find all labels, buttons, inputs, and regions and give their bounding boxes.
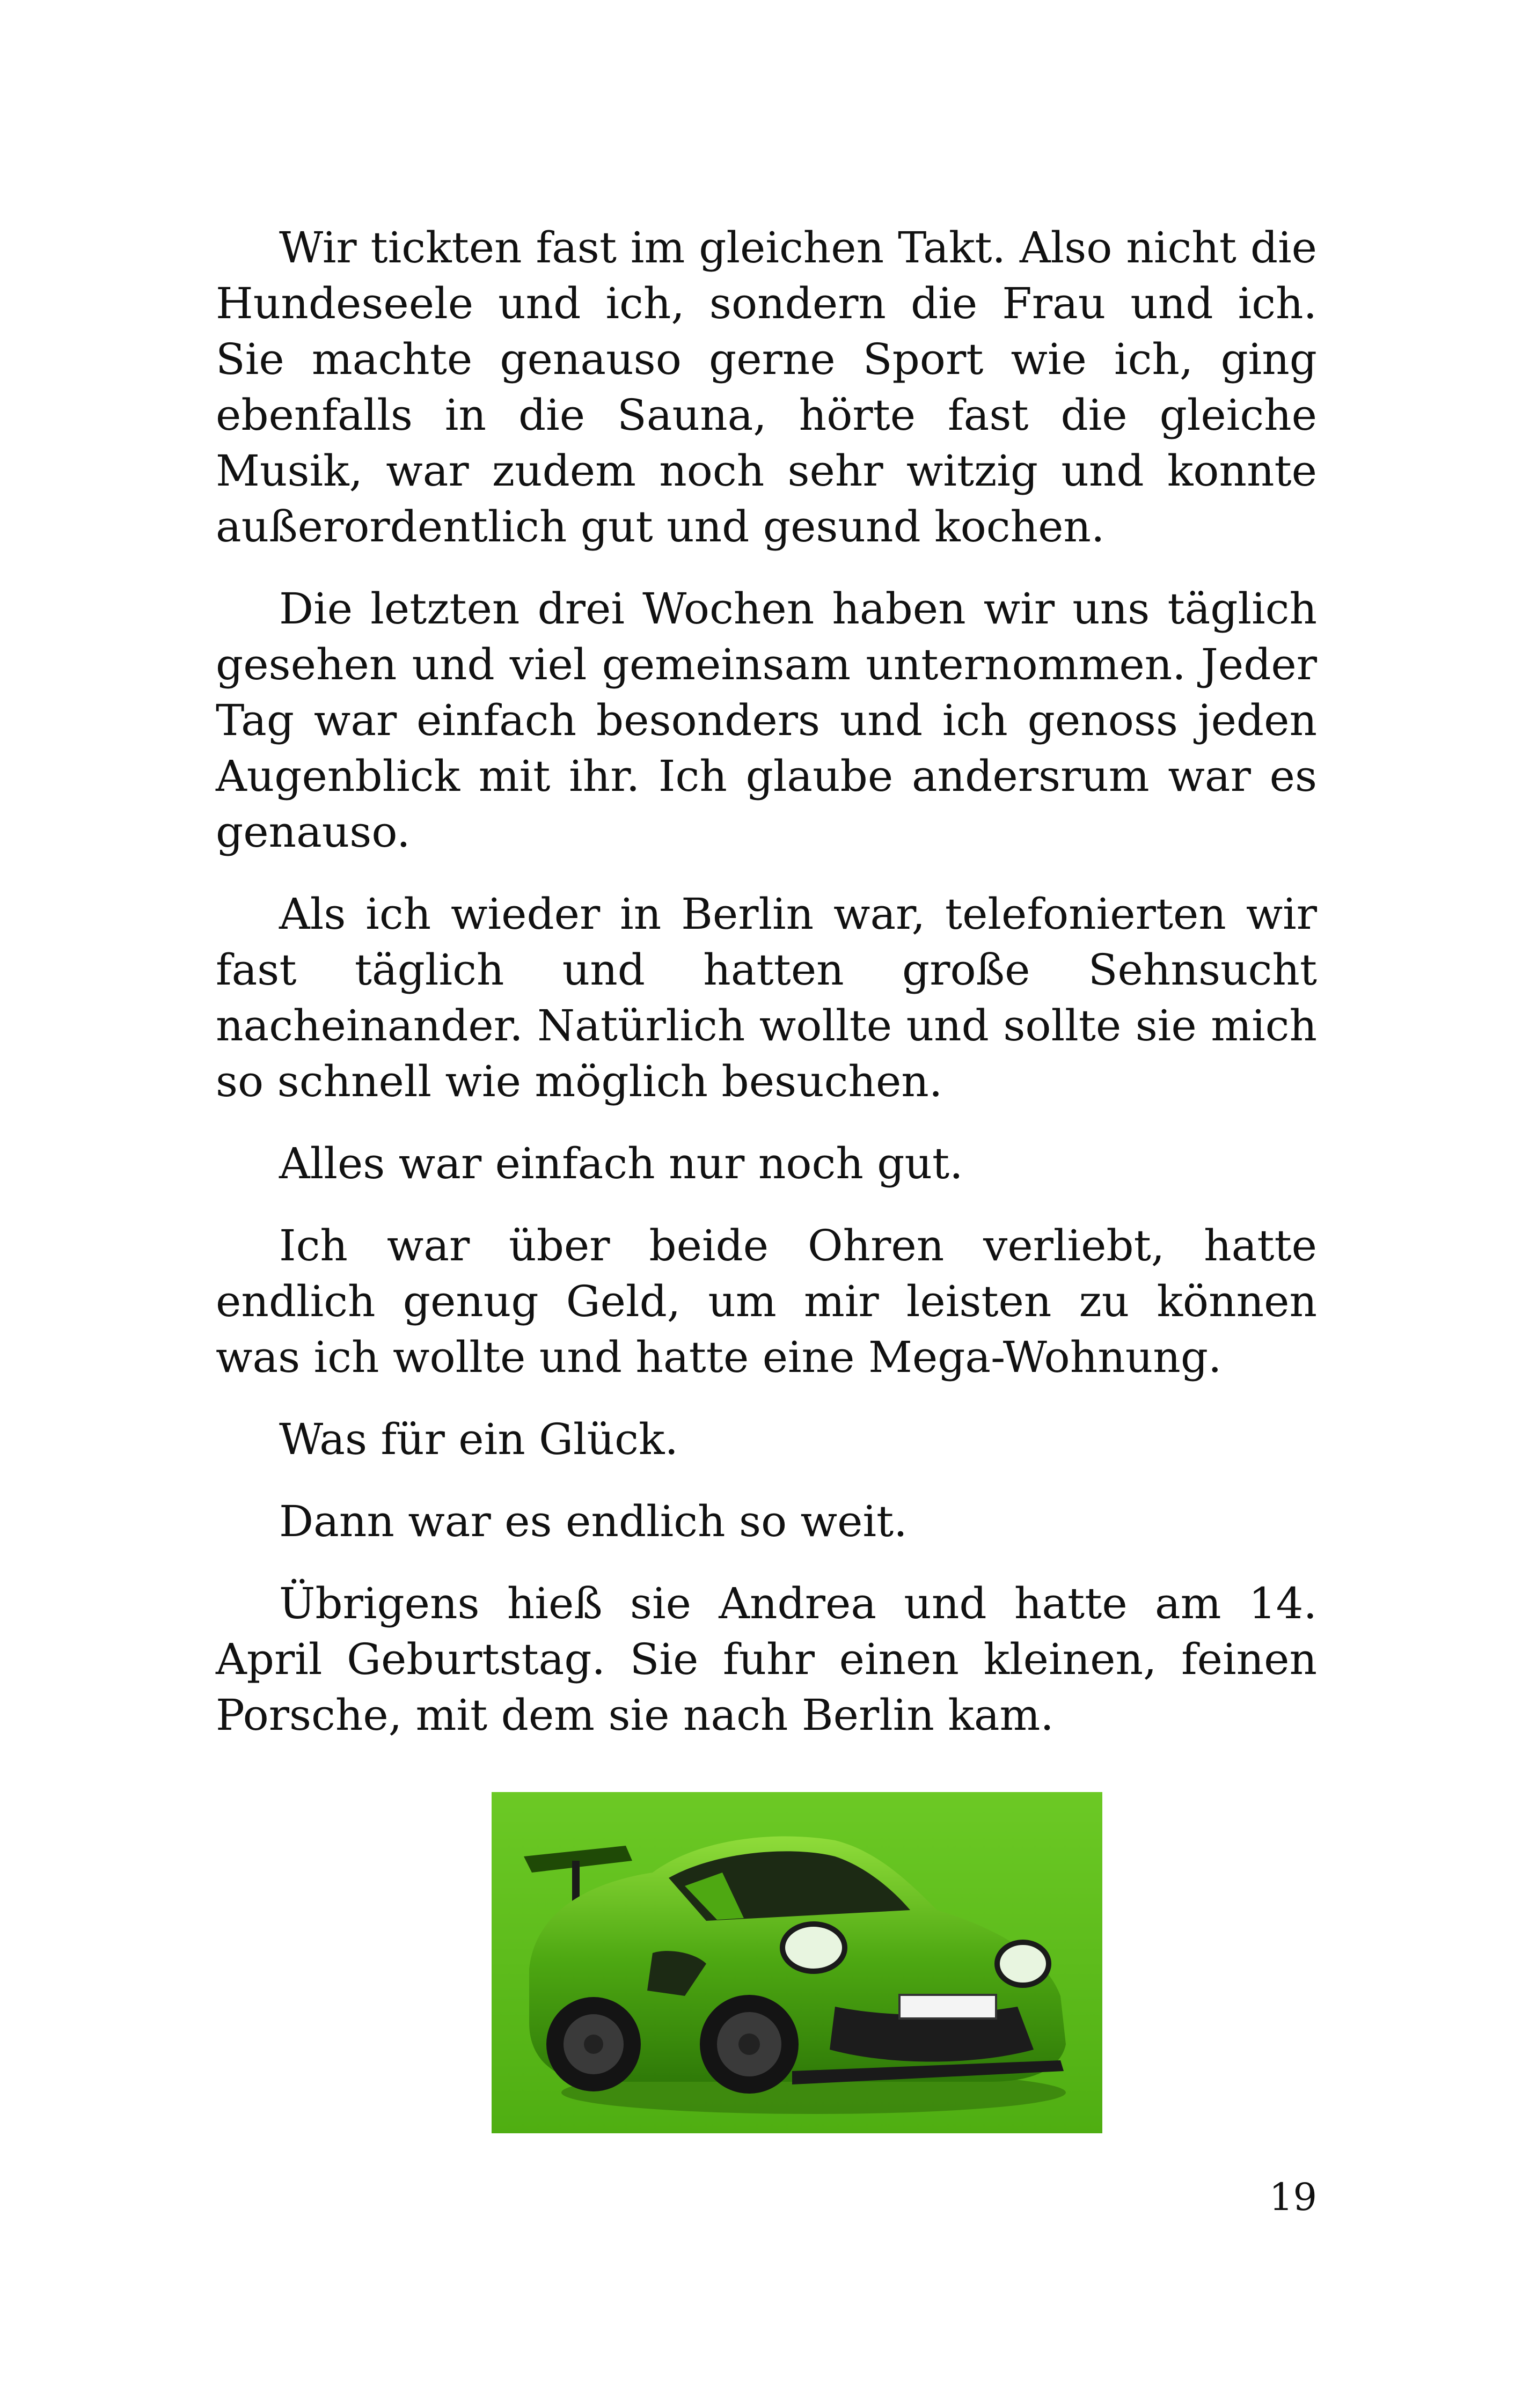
paragraph-3: Als ich wieder in Berlin war, telefonierten wir fast täglich und hatten große Sehnsucht nacheinander. Natürlich wollte und sollte sie mich so schnell wie möglich besuchen. <box>216 889 1317 1106</box>
paragraph-5: Ich war über beide Ohren verliebt, hatte endlich genug Geld, um mir leisten zu können was ich wollte und hatte eine Mega-Wohnung. <box>216 1221 1317 1382</box>
page-number: 19 <box>1269 2175 1317 2219</box>
paragraph-4: Alles war einfach nur noch gut. <box>279 1139 963 1188</box>
paragraph-1: Wir tickten fast im gleichen Takt. Also nicht die Hundeseele und ich, sondern die Frau und ich. Sie machte genauso gerne Sport wie ich, ging ebenfalls in die Sauna, hörte fast die gleiche Musik, war zudem noch sehr witzig und konnte außerordentlich gut und gesund kochen. <box>216 223 1317 552</box>
paragraph-2: Die letzten drei Wochen haben wir uns täglich gesehen und viel gemeinsam unternommen. Jeder Tag war einfach besonders und ich genoss jeden Augenblick mit ihr. Ich glaube andersrum war es genauso. <box>216 584 1317 857</box>
paragraph-6: Was für ein Glück. <box>279 1414 678 1464</box>
sports-car-image <box>492 1792 1102 2133</box>
paragraph-8: Übrigens hieß sie Andrea und hatte am 14. April Geburtstag. Sie fuhr einen kleinen, feinen Porsche, mit dem sie nach Berlin kam. <box>216 1579 1317 1740</box>
green-car-icon <box>492 1792 1102 2133</box>
paragraph-7: Dann war es endlich so weit. <box>279 1496 908 1546</box>
body-text <box>216 220 1317 1770</box>
